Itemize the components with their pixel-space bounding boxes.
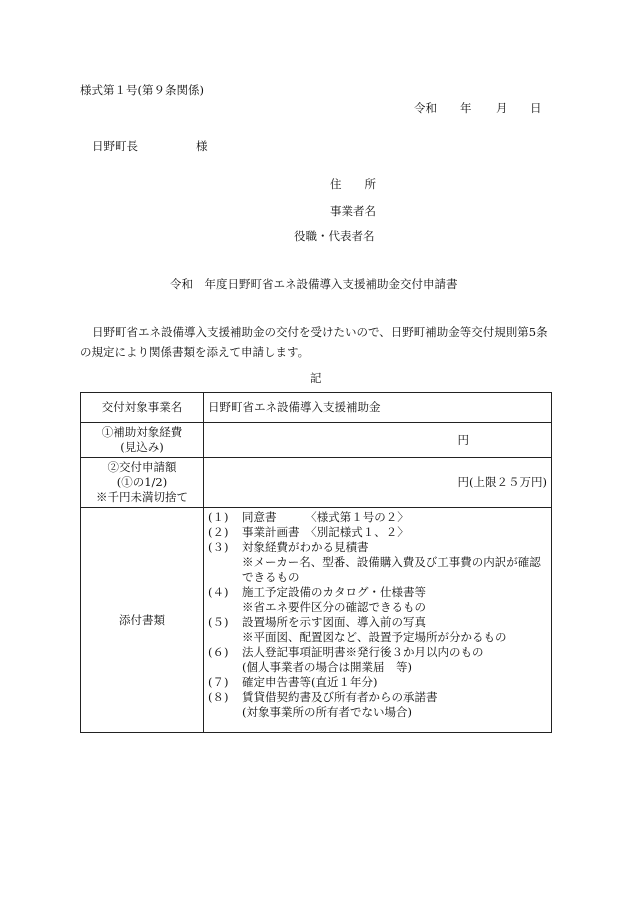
attachment-item-3: (３) 対象経費がわかる見積書 ※メーカー名、型番、設備購入費及び工事費の内訳が確認できるもの (208, 540, 547, 585)
table-row-project-name (81, 393, 552, 423)
attachment-item-4: (４) 施工予定設備のカタログ・仕様書等 ※省エネ要件区分の確認できるもの (208, 585, 547, 615)
requested-amount-label-line1: ②交付申請額 (107, 460, 177, 474)
attachments-list (204, 508, 552, 733)
requested-amount-label-line3: ※千円未満切捨て (96, 490, 188, 504)
attachment-note-3: ※メーカー名、型番、設備購入費及び工事費の内訳が確認できるもの (242, 555, 541, 584)
attachment-note-4: ※省エネ要件区分の確認できるもの (242, 600, 426, 614)
attachment-note-5: ※平面図、配置図など、設置予定場所が分かるもの (242, 630, 507, 644)
ki-label: 記 (310, 371, 322, 385)
date-month: 月 (496, 101, 508, 115)
attachment-item-6: (６) 法人登記事項証明書※発行後３か月以内のもの (個人事業者の場合は開業届 等) (208, 645, 547, 675)
attachment-item-8: (８) 賃貸借契約書及び所有者からの承諾書 (対象事業所の所有者でない場合) (208, 690, 547, 720)
date-year: 年 (460, 101, 472, 115)
attachment-item-5: (５) 設置場所を示す図面、導入前の写真 ※平面図、配置図など、設置予定場所が分かるもの (208, 615, 547, 645)
document-title: 令和 年度日野町省エネ設備導入支援補助金交付申請書 (170, 277, 458, 291)
requested-amount-label-line2: (①の1/2) (116, 475, 168, 489)
eligible-cost-label-line2: (見込み) (120, 440, 164, 454)
attachment-note-6: (個人事業者の場合は開業届 等) (242, 660, 412, 674)
addressee-name: 日野町長 (92, 139, 138, 153)
project-name-label: 交付対象事業名 (81, 393, 204, 423)
applicant-address-label: 住 所 (330, 177, 376, 191)
requested-amount-label (81, 458, 204, 508)
eligible-cost-value: 円 (204, 423, 552, 458)
attachment-note-8: (対象事業所の所有者でない場合) (242, 705, 412, 719)
requested-amount-value: 円(上限２５万円) (204, 458, 552, 508)
applicant-representative-label: 役職・代表者名 (294, 229, 375, 243)
addressee-honorific: 様 (196, 139, 208, 153)
table-row-eligible-cost (81, 423, 552, 458)
table-row-requested-amount (81, 458, 552, 508)
date-day: 日 (530, 101, 542, 115)
eligible-cost-label (81, 423, 204, 458)
body-text: 日野町省エネ設備導入支援補助金の交付を受けたいので、日野町補助金等交付規則第5条の規定により関係書類を添えて申請します。 (80, 325, 548, 359)
applicant-business-name-label: 事業者名 (330, 204, 376, 218)
date-era: 令和 (414, 101, 437, 115)
eligible-cost-label-line1: ①補助対象経費 (101, 425, 183, 439)
form-number: 様式第１号(第９条関係) (80, 83, 204, 97)
attachment-item-2: (２) 事業計画書 〈別記様式１、２〉 (208, 525, 409, 539)
attachment-item-1: (１) 同意書 〈様式第１号の２〉 (208, 510, 409, 524)
table-row-attachments (81, 508, 552, 733)
attachment-item-7: (７) 確定申告書等(直近１年分) (208, 675, 378, 689)
attachments-label: 添付書類 (81, 508, 204, 733)
application-table (80, 392, 552, 733)
project-name-value: 日野町省エネ設備導入支援補助金 (204, 393, 552, 423)
